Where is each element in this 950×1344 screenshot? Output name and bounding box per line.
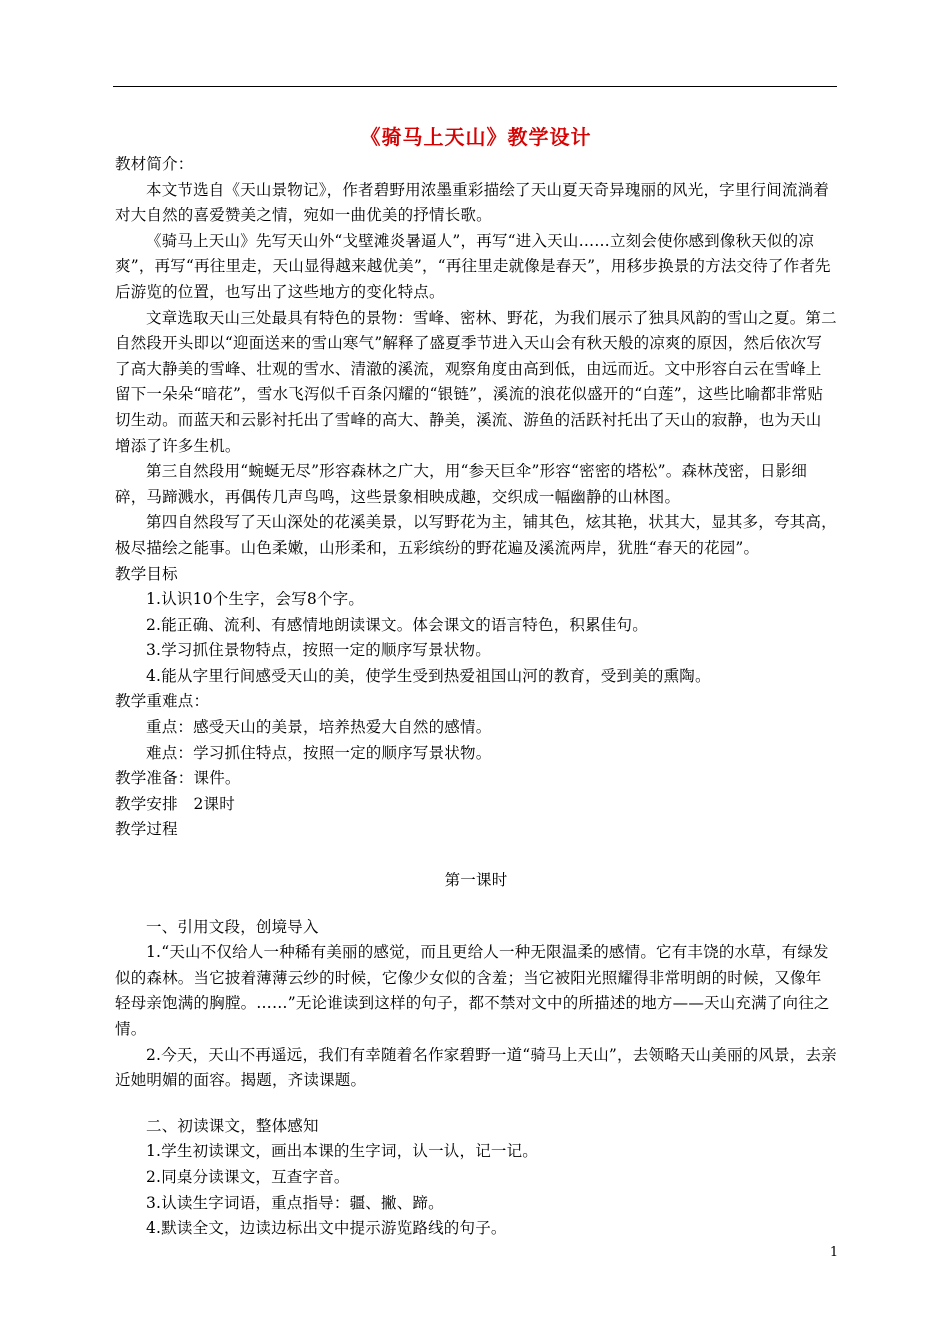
intro-paragraph: 本文节选自《天山景物记》，作者碧野用浓墨重彩描绘了天山夏天奇异瑰丽的风光，字里行间流淌着对大自然的喜爱赞美之情，宛如一曲优美的抒情长歌。	[115, 180, 830, 225]
intro-paragraph: 《骑马上天山》先写天山外“戈壁滩炎暑逼人”，再写“进入天山……立刻会使你感到像秋天似的凉爽”，再写“再往里走，天山显得越来越优美”，“再往里走就像是春天”，用移步换景的方法交待了作者先后游览的位置，也写出了这些地方的变化特点。	[115, 231, 831, 301]
intro-heading: 教材简介：	[115, 155, 194, 173]
lesson-title: 第一课时	[444, 871, 508, 890]
part1-item: 2.今天，天山不再遥远，我们有幸随着名作家碧野一道“骑马上天山”，去领略天山美丽的风景，去亲近她明媚的面容。揭题，齐读课题。	[115, 1045, 837, 1090]
process-heading: 教学过程	[115, 820, 178, 839]
intro-paragraph: 第三自然段用“蜿蜒无尽”形容森林之广大，用“参天巨伞”形容“密密的塔松”。森林茂密，日影细碎，马蹄溅水，再偶传几声鸟鸣，这些景象相映成趣，交织成一幅幽静的山林图。	[115, 462, 808, 506]
part2-item: 2.同桌分读课文，互查字音。	[146, 1167, 350, 1186]
section-gap	[115, 1094, 837, 1114]
goals-heading: 教学目标	[115, 564, 178, 583]
page-number: 1	[829, 1245, 839, 1260]
document-title: 《骑马上天山》教学设计	[360, 125, 592, 149]
goal-item: 4.能从字里行间感受天山的美，使学生受到热爱祖国山河的教育，受到美的熏陶。	[146, 666, 711, 685]
teaching-prep: 教学准备：课件。	[115, 769, 241, 788]
part2-item: 1.学生初读课文，画出本课的生字词，认一认，记一记。	[146, 1142, 538, 1161]
part2-item: 4.默读全文，边读边标出文中提示游览路线的句子。	[146, 1219, 507, 1238]
document-body	[115, 118, 837, 1242]
part2-heading: 二、初读课文，整体感知	[146, 1116, 319, 1135]
goal-item: 2.能正确、流利、有感情地朗读课文。体会课文的语言特色，积累佳句。	[146, 615, 648, 634]
goal-item: 3.学习抓住景物特点，按照一定的顺序写景状物。	[146, 641, 491, 660]
intro-paragraph: 第四自然段写了天山深处的花溪美景，以写野花为主，铺其色，炫其艳，状其大，显其多，夸其高，极尽描绘之能事。山色柔嫩，山形柔和，五彩缤纷的野花遍及溪流两岸，犹胜“春天的花园”。	[115, 513, 837, 557]
part2-item: 3.认读生字词语，重点指导：疆、撇、蹄。	[146, 1193, 444, 1212]
teaching-schedule: 教学安排 2课时	[115, 794, 235, 813]
key-point: 重点：感受天山的美景，培养热爱大自然的感情。	[146, 718, 492, 737]
intro-paragraph: 文章选取天山三处最具有特色的景物：雪峰、密林、野花，为我们展示了独具风韵的雪山之夏。第二自然段开头即以“迎面送来的雪山寒气”解释了盛夏季节进入天山会有秋天般的凉爽的原因，然后依次写了高大静美的雪峰、壮观的雪水、清澈的溪流，观察角度由高到低，由远而近。文中形容白云在雪峰上留下一朵朵“暗花”，雪水飞泻似千百条闪耀的“银链”，溪流的浪花似盛开的“白莲”，这些比喻都非常贴切生动。而蓝天和云影衬托出了雪峰的高大、静美，溪流、游鱼的活跃衬托出了天山的寂静，也为天山增添了许多生机。	[115, 308, 837, 455]
header-rule	[113, 86, 837, 87]
difficult-point: 难点：学习抓住特点，按照一定的顺序写景状物。	[146, 743, 492, 762]
key-points-heading: 教学重难点：	[115, 692, 210, 711]
goal-item: 1.认识10个生字，会写8个字。	[146, 590, 365, 609]
part1-heading: 一、引用文段，创境导入	[146, 917, 319, 936]
part1-item: 1.“天山不仅给人一种稀有美丽的感觉，而且更给人一种无限温柔的感情。它有丰饶的水草，有绿发似的森林。当它披着薄薄云纱的时候，它像少女似的含羞；当它被阳光照耀得非常明朗的时候，又像年轻母亲饱满的胸膛。……”无论谁读到这样的句子，都不禁对文中的所描述的地方——天山充满了向往之情。	[115, 943, 830, 1038]
